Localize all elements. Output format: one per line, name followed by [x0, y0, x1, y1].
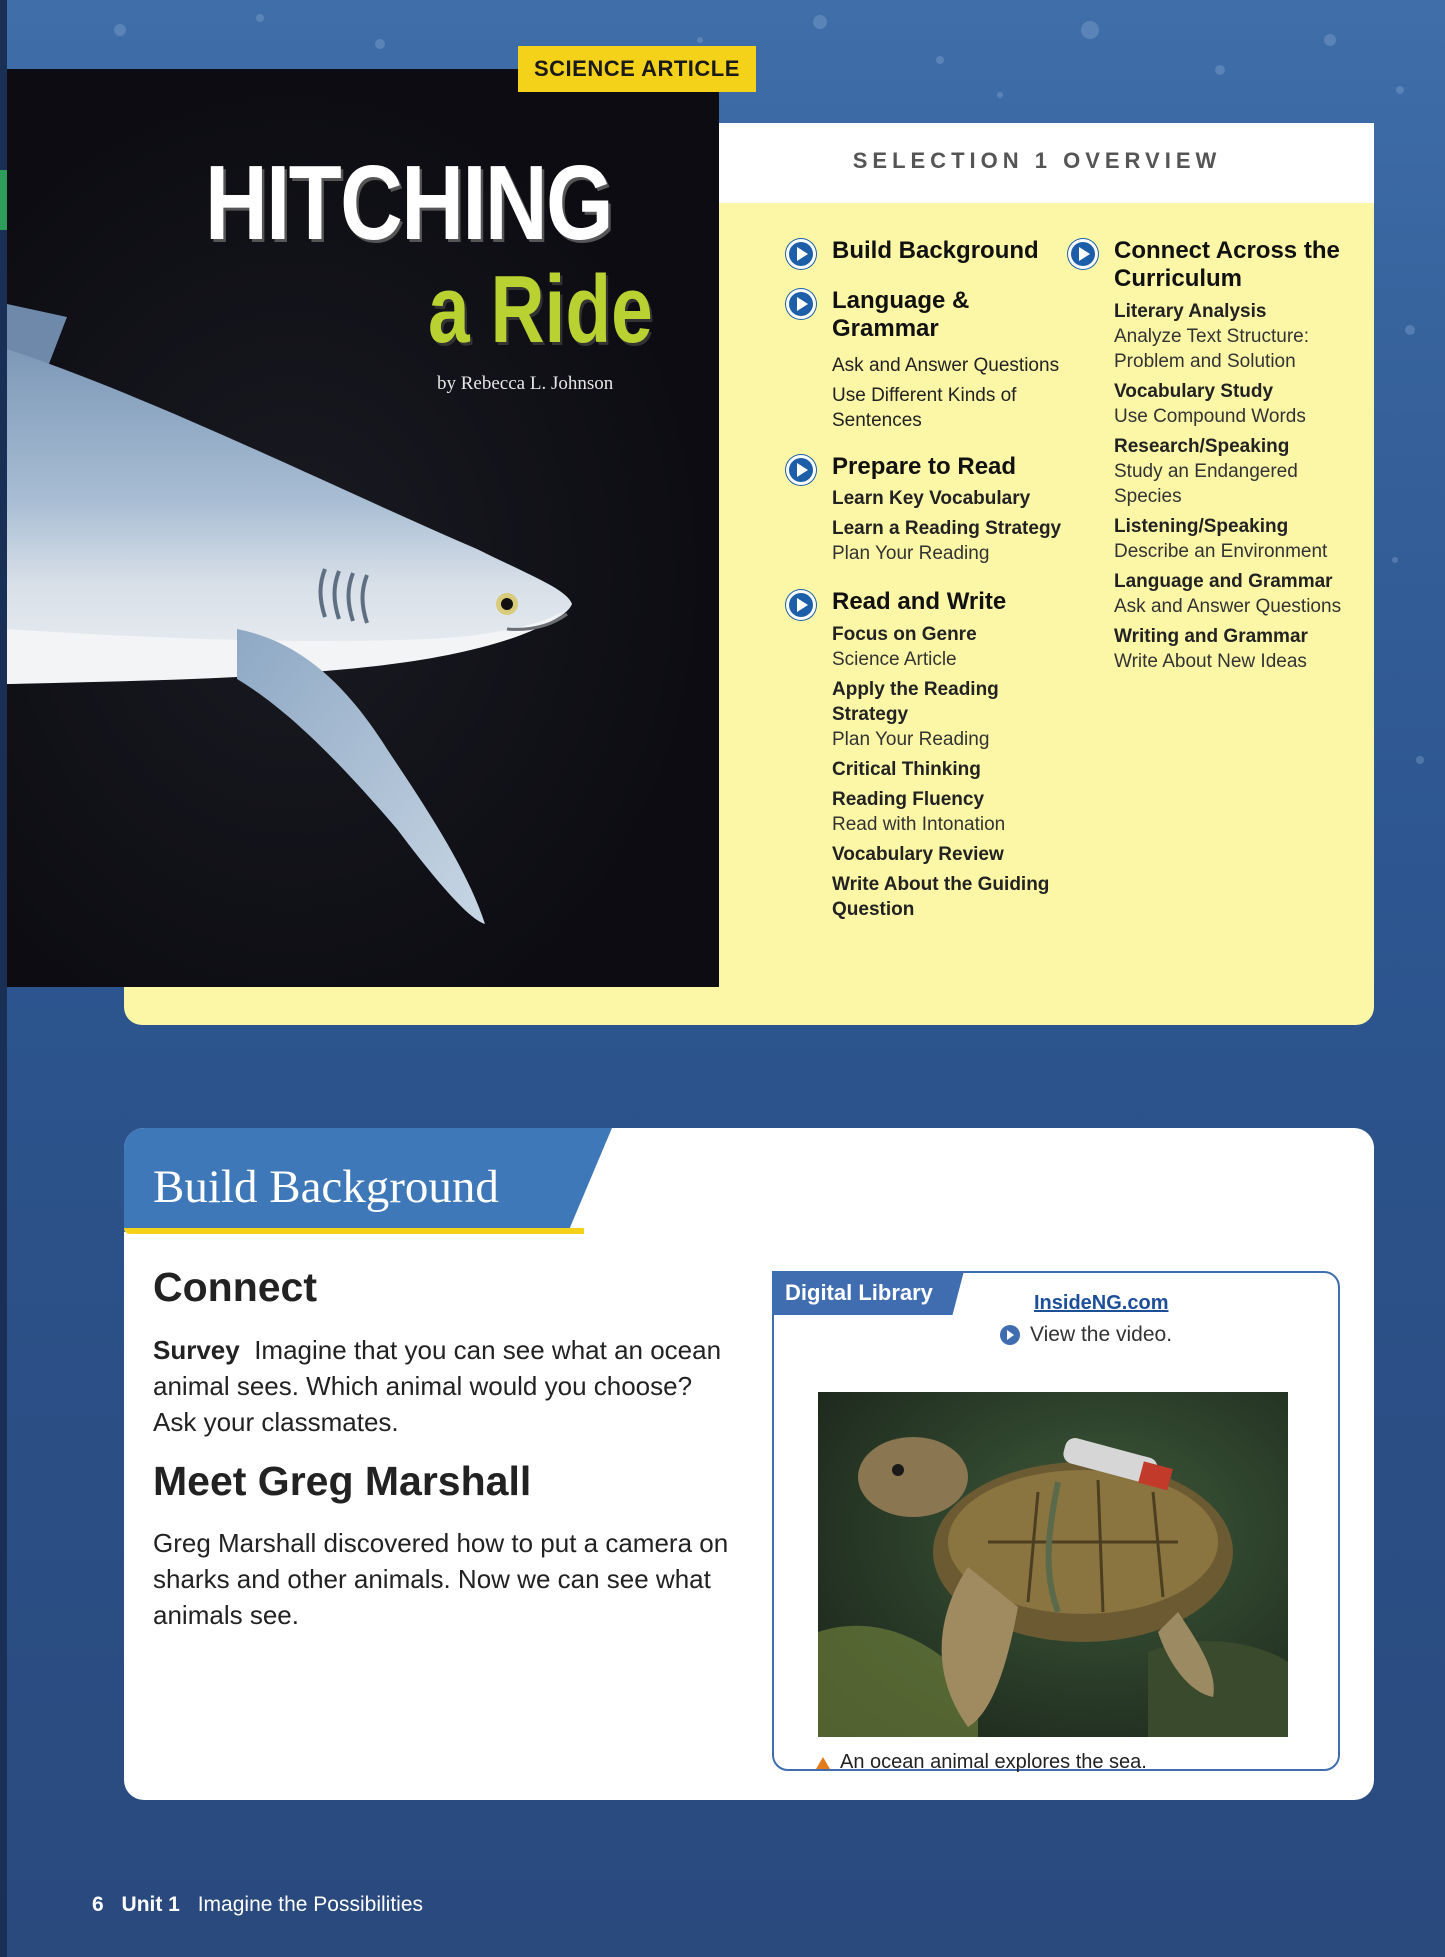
overview-item-heading: Connect Across the Curriculum — [1114, 237, 1340, 292]
overview-left-column — [786, 237, 1071, 922]
overview-subitem: Write About the Guiding Question — [832, 874, 1050, 920]
overview-item[interactable] — [786, 287, 1071, 343]
overview-subitem: Use Compound Words — [1114, 406, 1306, 427]
overview-subitem: Read with Intonation — [832, 814, 1006, 835]
byline: by Rebecca L. Johnson — [437, 373, 614, 394]
unit-title: Imagine the Possibilities — [197, 1893, 423, 1916]
overview-item[interactable] — [786, 588, 1071, 616]
meet-heading: Meet Greg Marshall — [153, 1458, 532, 1504]
overview-item-heading: Read and Write — [832, 588, 1007, 615]
overview-subitem: Learn Key Vocabulary — [832, 488, 1031, 509]
unit-label: Unit 1 — [121, 1893, 180, 1916]
overview-item[interactable] — [1068, 237, 1368, 293]
overview-subitem: Analyze Text Structure: Problem and Solution — [1114, 326, 1310, 372]
overview-subitem: Writing and Grammar — [1114, 626, 1308, 647]
overview-subitem: Vocabulary Review — [832, 844, 1004, 865]
overview-subitem: Study an Endangered Species — [1114, 461, 1298, 507]
overview-subitem: Reading Fluency — [832, 789, 985, 810]
insideng-link[interactable]: InsideNG.com — [1034, 1292, 1169, 1314]
overview-subitem: Plan Your Reading — [832, 543, 990, 564]
overview-subitem: Ask and Answer Questions — [832, 355, 1060, 376]
overview-item-heading: Language & Grammar — [832, 287, 970, 342]
overview-title: SELECTION 1 OVERVIEW — [852, 148, 1222, 173]
overview-subitem: Literary Analysis — [1114, 301, 1267, 322]
play-icon — [786, 590, 816, 620]
overview-subitem: Write About New Ideas — [1114, 651, 1307, 672]
overview-subitem: Ask and Answer Questions — [1114, 596, 1342, 617]
overview-subitem: Apply the Reading Strategy — [832, 679, 999, 725]
meet-paragraph: Greg Marshall discovered how to put a camera on sharks and other animals. Now we can see what animals see. — [153, 1528, 729, 1630]
section-tag: SCIENCE ARTICLE — [518, 46, 756, 92]
section-title: Build Background — [153, 1161, 499, 1213]
overview-right-column — [1068, 237, 1368, 674]
play-icon — [786, 289, 816, 319]
page-edge — [0, 0, 7, 1957]
overview-subitem: Critical Thinking — [832, 759, 981, 780]
overview-subitem: Research/Speaking — [1114, 436, 1290, 457]
overview-subitem: Plan Your Reading — [832, 729, 990, 750]
play-icon — [1068, 239, 1098, 269]
article-title-line1: HITCHING — [205, 144, 612, 262]
overview-subitem: Use Different Kinds of Sentences — [832, 385, 1017, 431]
page-number: 6 — [92, 1893, 104, 1916]
caption-text: An ocean animal explores the sea. — [840, 1751, 1147, 1773]
survey-paragraph — [153, 1332, 723, 1440]
overview-subitem: Science Article — [832, 649, 957, 670]
turtle-photo — [818, 1392, 1288, 1737]
overview-subitem: Describe an Environment — [1114, 541, 1328, 562]
overview-item[interactable] — [786, 453, 1071, 481]
overview-item-heading: Build Background — [832, 237, 1039, 264]
overview-subitem: Listening/Speaking — [1114, 516, 1289, 537]
play-icon — [786, 455, 816, 485]
overview-subitem: Language and Grammar — [1114, 571, 1333, 592]
overview-subitem: Learn a Reading Strategy — [832, 518, 1062, 539]
connect-heading: Connect — [153, 1264, 317, 1310]
overview-subitem: Focus on Genre — [832, 624, 977, 645]
view-video-link[interactable] — [1000, 1323, 1172, 1347]
page-edge-accent — [0, 170, 7, 230]
photo-caption — [816, 1751, 1147, 1774]
view-video-text: View the video. — [1030, 1323, 1173, 1346]
overview-item-heading: Prepare to Read — [832, 453, 1017, 480]
play-icon — [786, 239, 816, 269]
overview-subitem: Vocabulary Study — [1114, 381, 1274, 402]
overview-item[interactable] — [786, 237, 1071, 265]
article-title-line2: a Ride — [428, 256, 653, 363]
play-video-icon — [1000, 1325, 1020, 1345]
digital-library-label: Digital Library — [785, 1280, 933, 1305]
caption-arrow-icon — [816, 1757, 830, 1769]
survey-text: Imagine that you can see what an ocean animal sees. Which animal would you choose? Ask your classmates. — [153, 1335, 722, 1437]
tab-underline — [124, 1228, 584, 1234]
page-footer — [92, 1893, 423, 1917]
survey-label: Survey — [153, 1335, 240, 1365]
